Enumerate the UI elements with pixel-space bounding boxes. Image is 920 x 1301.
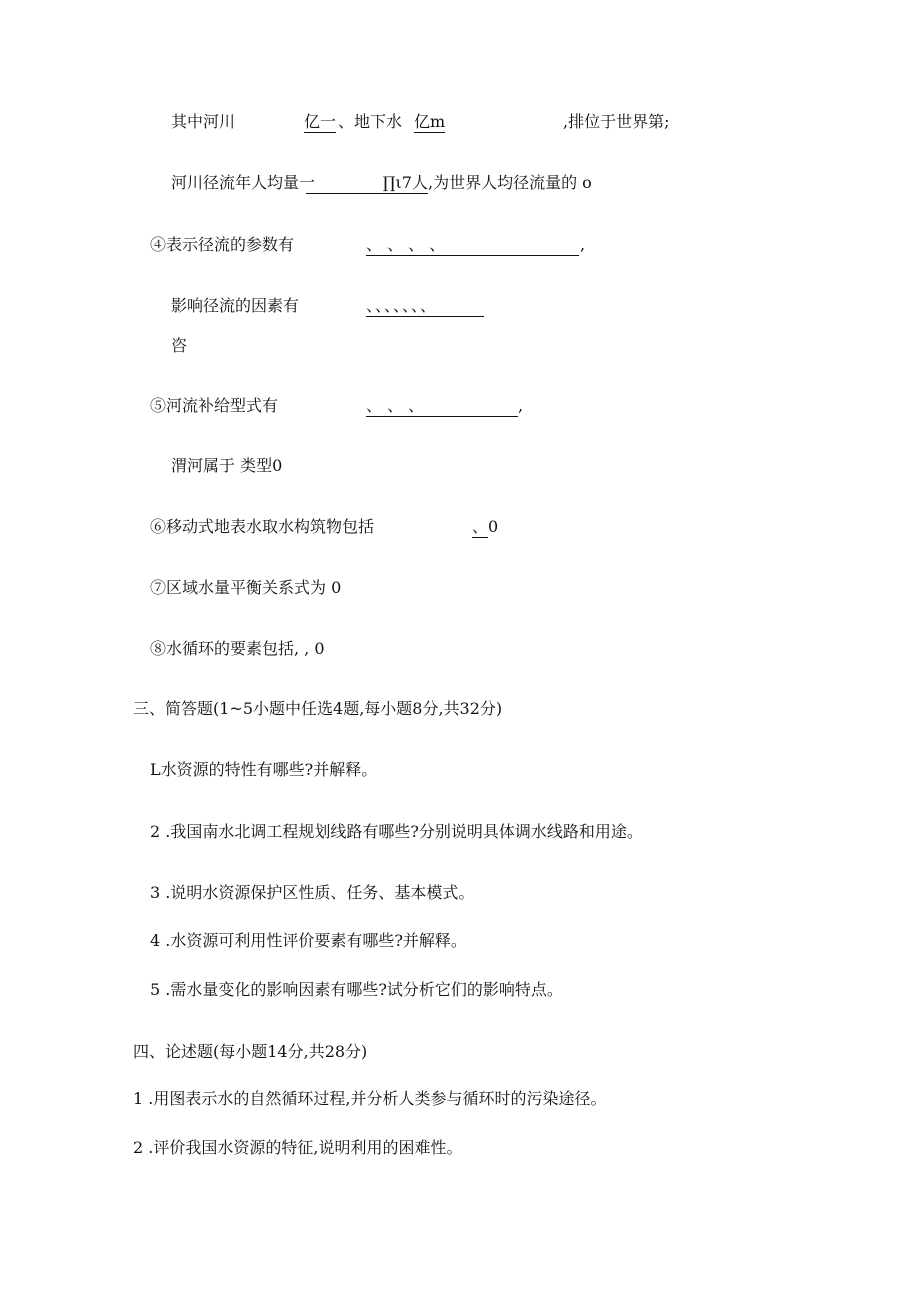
river-blank-2: 亿m <box>414 112 446 131</box>
essay-heading: 四、论述题(每小题14分,共28分) <box>133 1042 368 1061</box>
essay-item-1: 1 .用图表示水的自然循环过程,并分析人类参与循环时的污染途径。 <box>133 1089 607 1108</box>
river-line-suffix: ,排位于世界第; <box>563 112 670 131</box>
q6-tail: 0 <box>488 517 499 536</box>
q6-label: ⑥移动式地表水取水构筑物包括 <box>150 517 375 536</box>
essay-item-2: 2 .评价我国水资源的特征,说明利用的困难性。 <box>133 1138 463 1157</box>
q4-tail: , <box>580 235 586 254</box>
river-line-mid: 、地下水 <box>338 112 403 131</box>
river-line-prefix: 其中河川 <box>171 112 236 131</box>
q4b-blanks: 、、、、、、、 <box>366 296 484 317</box>
short-answer-item-3: 3 .说明水资源保护区性质、任务、基本模式。 <box>150 883 475 902</box>
short-answer-item-1: L水资源的特性有哪些?并解释。 <box>150 760 378 779</box>
q8-text: ⑧水循环的要素包括, , 0 <box>150 639 325 658</box>
q4-blanks: 、 、 、 、 <box>366 235 579 256</box>
q6-blank: 、 <box>472 517 488 536</box>
short-answer-heading: 三、简答题(1~5小题中任选4题,每小题8分,共32分) <box>133 699 503 718</box>
q5-blanks: 、 、 、 <box>366 396 518 417</box>
runoff-blank: ∏ι7人 <box>306 173 428 194</box>
short-answer-item-2: 2 .我国南水北调工程规划线路有哪些?分别说明具体调水线路和用途。 <box>150 822 643 841</box>
river-blank-1: 亿一 <box>304 112 337 131</box>
q7-text: ⑦区域水量平衡关系式为 0 <box>150 578 342 597</box>
q4b-label: 影响径流的因素有 <box>171 296 300 315</box>
q5-tail: , <box>518 396 524 415</box>
runoff-line-suffix: ,为世界人均径流量的 o <box>428 173 592 192</box>
q5-label: ⑤河流补给型式有 <box>150 396 279 415</box>
q4-label: ④表示径流的参数有 <box>150 235 295 254</box>
short-answer-item-5: 5 .需水量变化的影响因素有哪些?试分析它们的影响特点。 <box>150 980 563 999</box>
q4b-continuation: 咨 <box>171 336 188 355</box>
q5b-text: 渭河属于 类型0 <box>171 456 283 475</box>
runoff-line-prefix: 河川径流年人均量一 <box>171 173 316 192</box>
short-answer-item-4: 4 .水资源可利用性评价要素有哪些?并解释。 <box>150 931 467 950</box>
